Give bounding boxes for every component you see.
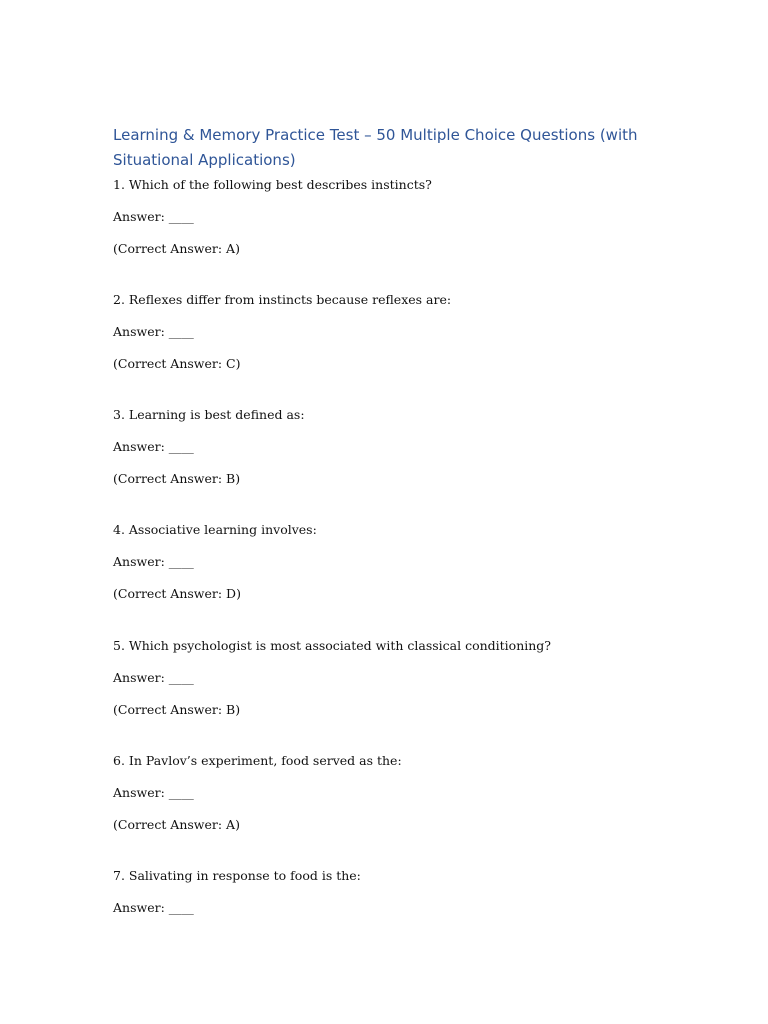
question-text: 6. In Pavlov’s experiment, food served as the: xyxy=(113,753,402,768)
question-text: 2. Reflexes differ from instincts because reflexes are: xyxy=(113,292,452,307)
document-title: Learning & Memory Practice Test – 50 Multiple Choice Questions (with Situational Applications) xyxy=(113,126,638,169)
correct-answer: (Correct Answer: D) xyxy=(113,586,241,601)
answer-blank: Answer: ____ xyxy=(113,209,194,224)
question-text: 4. Associative learning involves: xyxy=(113,522,317,537)
question-text: 3. Learning is best defined as: xyxy=(113,407,305,422)
answer-blank: Answer: ____ xyxy=(113,785,194,800)
correct-answer: (Correct Answer: C) xyxy=(113,356,241,371)
answer-blank: Answer: ____ xyxy=(113,900,194,915)
correct-answer: (Correct Answer: A) xyxy=(113,817,240,832)
answer-blank: Answer: ____ xyxy=(113,554,194,569)
question-text: 7. Salivating in response to food is the: xyxy=(113,868,361,883)
question-text: 1. Which of the following best describes instincts? xyxy=(113,177,432,192)
correct-answer: (Correct Answer: B) xyxy=(113,471,241,486)
answer-blank: Answer: ____ xyxy=(113,670,194,685)
correct-answer: (Correct Answer: B) xyxy=(113,702,241,717)
correct-answer: (Correct Answer: A) xyxy=(113,241,240,256)
question-text: 5. Which psychologist is most associated with classical conditioning? xyxy=(113,638,552,653)
answer-blank: Answer: ____ xyxy=(113,324,194,339)
answer-blank: Answer: ____ xyxy=(113,439,194,454)
